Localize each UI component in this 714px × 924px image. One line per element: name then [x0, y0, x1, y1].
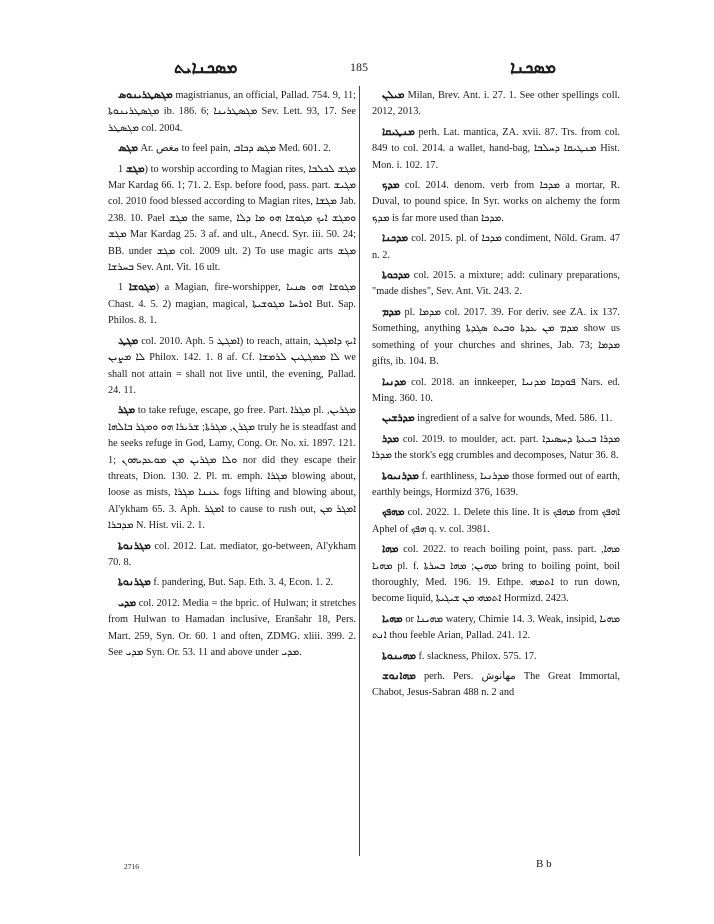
entry-text: col. 2022. to reach boiling point, pass. part. ܡܗܐ, ܡܗܝܐ pl. f. ܡܗܝܢ; ܡܗܐ ܒܚܪܬܐ bring to boiling point, boil thoroughly, Med. 196. 19. Ethpe. ܐܬܡܗܝ to run down, become liquid, ܐܬܡܗܝ ܡܢ ܫܝܓܝܬܐ Hormizd. 2423.	[372, 544, 620, 605]
entry-text: pl. ܡܕܡܐ col. 2017. 39. For deriv. see ZA. ix 137. Something, anything ܡܕܡ ܡܢ ܥܕܬܐ ܘܒܝܬ ܣܓܕܬܐ show us something of your churches and shrines, Jab. 73; ܡܕܡܐ gifts, ib. 104. B.	[372, 306, 620, 368]
right-column	[372, 88, 620, 706]
entry	[372, 231, 620, 264]
entry-head: ܡܕܟܘܬܐ	[382, 270, 410, 282]
entry-text: col. 2014. denom. verb from ܡܕܟܐ a mortar, R. Duval, to pound spice. In Syr. works on alchemy the form ܡܕܟ is far more used than ܡܕܟܐ.	[372, 180, 620, 224]
entry-text: 1) a Magian, fire-worshipper, ܡܓܘܫܐ ܗܘ ܣܢܝܐ Chast. 4. 5. 2) magian, magical, ܐܘܪܚܐ ܡܓܘܫܝܬܐ But. Sap. Philos. 8. 1.	[108, 282, 357, 327]
entry	[108, 141, 356, 157]
entry-head: ܡܢܛܝܩܐ	[382, 126, 415, 138]
entry-head: ܡܗܦܟ	[382, 507, 405, 519]
entry-head: ܡܓܪܢܘܬܐ	[118, 577, 151, 589]
page-number: 185	[350, 60, 368, 74]
entry-head: ܡܓܪ	[118, 405, 135, 417]
entry-head: ܡܗܐ	[382, 544, 399, 556]
entry-head: ܡܓܛ	[118, 335, 139, 347]
entry-head: ܡܕܪܢܝܘܬܐ	[382, 470, 419, 482]
column-divider	[359, 86, 360, 856]
entry-text: col. 2012. Lat. mediator, go-between, Al'ykham 70. 8.	[108, 540, 356, 568]
entry-head: ܡܕܪܫܝܢ	[382, 413, 415, 425]
entry	[372, 542, 620, 608]
entry	[372, 411, 620, 427]
page-header	[108, 58, 622, 80]
entry	[108, 334, 356, 400]
entry-text: col. 2010. Aph. ܐܡܓܛ 5) to reach, attain, ܐܝܟ ܕܐܡܓܛ ܠܐ ܡܨܝܢ Philox. 142. 1. 8 af. Cf. ܠܐ ܡܡܓܛܝܢ ܠܪܡܫܐ we shall not attain = shall not live until, the evening, Pallad. 24. 11.	[108, 335, 356, 396]
entry	[372, 375, 620, 408]
entry	[372, 649, 620, 665]
entry-text: ingredient of a salve for wounds, Med. 586. 11.	[417, 413, 613, 425]
entry-text: f. slackness, Philox. 575. 17.	[418, 650, 537, 662]
entry	[372, 305, 620, 371]
entry-head: ܡܕܟܢܐ	[382, 233, 409, 245]
gathering-mark: B b	[536, 858, 552, 870]
entry-text: col. 2012. Media = the bpric. of Hulwan; it stretches from Hulwan to Hamadan inclusive, Eranšahr 18, Pers. Mart. 259, Syn. Or. 60. 1 and often, ZDMG. xliii. 399. 2. See ܡܕܝ Syn. Or. 53. 11 and above under ܡܕܝ.	[108, 597, 356, 658]
entry-head: ܡܕܟ	[382, 180, 400, 192]
entry	[372, 268, 620, 301]
entry-text: f. earthliness, ܡܕܪܢܝܐ those formed out of earth, earthly beings, Hormizd 376, 1639.	[372, 470, 620, 498]
entry-head: ܡܕܡ	[382, 306, 401, 318]
entry-text: Ar. مغص to feel pain, ܡܓܣ ܕܟܐܒ Med. 601. 2.	[140, 143, 331, 155]
entry	[372, 469, 620, 502]
entry	[108, 88, 356, 137]
entry-head: ܡܓܫ	[125, 163, 145, 175]
entry	[108, 162, 356, 277]
entry-head: ܡܓܣܛܪܝܢܘܣ	[118, 90, 173, 101]
entry	[108, 575, 356, 591]
entry-head: ܡܗܐܢܘܫ	[382, 671, 416, 682]
entry	[372, 505, 620, 538]
entry-text: perh. Pers. مهانوش The Great Immortal, Chabot, Jesus-Sabran 488 n. 2 and	[372, 671, 621, 699]
entry-text: 1) to worship according to Magian rites, ܡܓܫ ܠܟܠܒܐ Mar Kardag 66. 1; 71. 2. Esp. before food, pass. part. ܡܓܝܫ col. 2010 food blessed according to Magian rites, ܡܓܫܐ Jab. 238. 10. Pael ܡܓܫ the same, ܘܡܓܫ ܐܝܟ ܡܓܘܫܐ ܗܘ ܡܐ ܕܠܐ ܡܓܫ Mar Kardag 25. 3 af. and ult., Anecd. Syr. iii. 50. 24; BB. under ܡܓܫ col. 2009 ult. 2) To use magic arts ܡܓܫ ܒܚܪܫܐ Sev. Ant. Vit. 16 ult.	[108, 163, 357, 274]
entry-head: ܡܕܢܝܐ	[382, 376, 407, 388]
entry-head: ܡܝܠܢ	[382, 90, 405, 101]
entry-head: ܡܓܣ	[118, 143, 138, 155]
right-running-head: ܡܣܟܢܐ	[510, 58, 556, 77]
entry	[372, 669, 620, 702]
entry-head: ܡܓܘܫܐ	[128, 282, 156, 294]
left-column	[108, 88, 356, 665]
entry	[108, 280, 356, 329]
entry-head: ܡܕܝ	[118, 597, 136, 609]
entry-head: ܡܓܪܢܘܬܐ	[118, 540, 151, 552]
entry-text: col. 2019. to moulder, act. part. ܡܕܪܐ ܒܝܥܬܐ ܕܚܣܝܕܐ ܡܕܪܐ the stork's egg crumbles and decomposes, Natur 36. 8.	[372, 433, 620, 462]
entry	[108, 539, 356, 572]
entry	[372, 612, 620, 645]
entry	[108, 403, 356, 534]
entry-head: ܡܗܝܐ	[382, 613, 403, 625]
entry	[108, 596, 356, 662]
entry-text: col. 2022. 1. Delete this line. It is ܡܗܦܟ from ܐܗܦܟ Aphel of ܗܦܟ q. v. col. 3981.	[372, 507, 621, 535]
entry-text: or ܡܗܝܢܐ watery, Chimie 14. 3. Weak, insipid, ܡܗܝܐ ܐܢܬ thou feeble Arian, Pallad. 241. 12.	[372, 613, 620, 642]
entry	[372, 178, 620, 227]
entry	[372, 125, 620, 174]
signature-mark: 2716	[124, 862, 139, 871]
entry-text: col. 2015. a mixture; add: culinary preparations, "made dishes", Sev. Ant. Vit. 243. 2.	[372, 270, 621, 298]
entry-text: col. 2018. an innkeeper, ܦܘܕܩܐ ܡܕܢܝܐ Nars. ed. Ming. 360. 10.	[372, 376, 620, 404]
entry-text: Milan, Brev. Ant. i. 27. 1. See other spellings coll. 2012, 2013.	[372, 90, 621, 118]
entry-text: col. 2015. pl. of ܡܕܟܐ condiment, Nöld. Gram. 47 n. 2.	[372, 233, 620, 261]
entry-text: to take refuge, escape, go free. Part. ܡܓܪܐ pl. ܡܓܪܝܢ, ܡܓܪܢ, ܡܓܪܬܐ; ܫܪܝܪܐ ܗܘ ܘܡܓܪ ܒܐܠܗܐ truly he is steadfast and he seeks refuge in God, Lamy, Cong. Or. No. xi. 1897. 121. 1; ܘܠܐ ܡܓܪܝܢ ܡܢ ܡܘܥܕܝܗܘܢ nor did they escape their threats, Dion. 130. 2. Pl. m. emph. ܡܓܪܐ blowing about, loose as mists, ܥܢܢܐ ܡܓܪܐ fogs lifting and blowing about, Al'ykham 65. 3. Aph. ܐܡܓܪ to cause to rush out, ܐܡܓܪ ܡܢ ܡܕܒܪܐ N. Hist. vii. 2. 1.	[108, 405, 357, 532]
entry-text: f. pandering, But. Sap. Eth. 3. 4, Econ. 1. 2.	[153, 577, 334, 589]
entry-text: magistrianus, an official, Pallad. 754. 9, 11; ܡܓܣܛܪܝܢܘܬܐ ib. 186. 6; ܡܓܣܛܪܝܢܐ Sev. Lett. 93, 17. See ܡܓܣܛܪ col. 2004.	[108, 90, 356, 134]
entry	[372, 432, 620, 465]
entry-text: perh. Lat. mantica, ZA. xvii. 87. Trs. from col. 849 to col. 2014. a wallet, hand-bag, ܡܢܛܝܩܐ ܕܚܠܒܐ Hist. Mon. i. 102. 17.	[372, 126, 621, 171]
entry-head: ܡܗܝܢܘܬܐ	[382, 650, 416, 662]
entry	[372, 88, 620, 121]
entry-head: ܡܕܪ	[382, 433, 399, 445]
left-running-head: ܡܣܟܢܐܝܬ	[174, 58, 238, 77]
